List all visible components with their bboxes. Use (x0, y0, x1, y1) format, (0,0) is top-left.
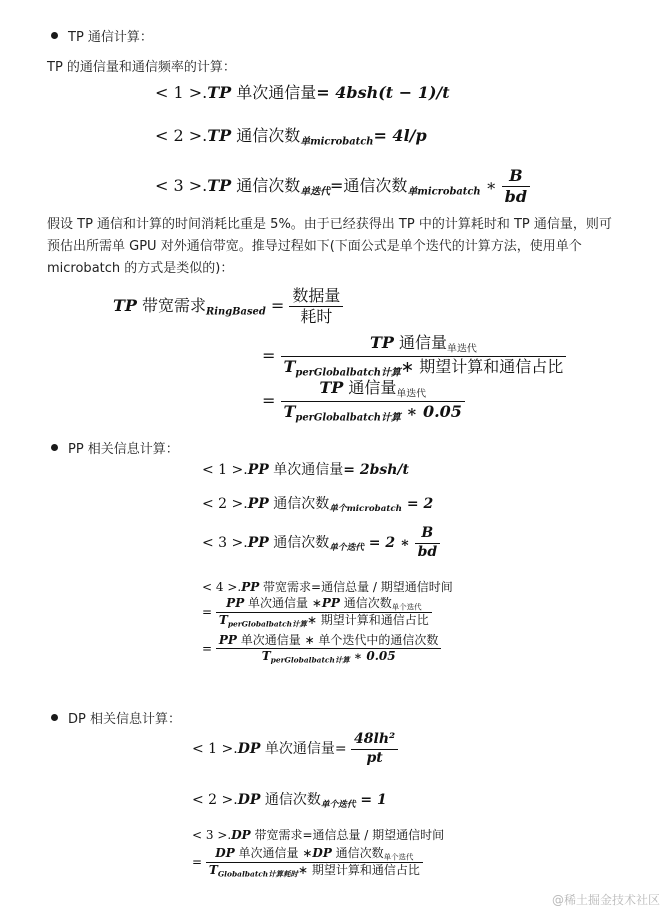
pp-eq3-fraction: $\frac{B}{bd}$ (415, 525, 441, 561)
tp-intro: TP 的通信量和通信频率的计算： (47, 60, 236, 75)
dp-heading: DP 相关信息计算： (68, 712, 181, 727)
dp-eq3-line1: < 3 >.DP 带宽需求=通信总量 / 期望通信时间 (192, 828, 445, 842)
tp-heading: TP 通信计算： (68, 30, 153, 45)
tp-bullet (51, 32, 58, 39)
dp-eq2: < 2 >.DP 通信次数$_{单个迭代}$ = 1 (192, 792, 387, 811)
pp-eq4-fraction2: $\frac{\text{PP 单次通信量 ∗ 单个迭代中的通信次数}}{T_{perGlobalbatch计算} ∗ 0.05}$ (216, 633, 442, 665)
pp-heading: PP 相关信息计算： (68, 442, 179, 457)
pp-eq4-fraction1: $\frac{PP 单次通信量 ∗PP 通信次数_{单个迭代}}{T_{perGlobalbatch计算}∗ 期望计算和通信占比}$ (216, 596, 432, 629)
tp-paragraph: 假设 TP 通信和计算的时间消耗比重是 5%。由于已经获得出 TP 中的计算耗时和 TP 通信量，则可预估出所需单 GPU 对外通信带宽。推导过程如下(下面公式是单个迭代的计算方法，使用单个 microbatch 的方式是类似的)： (47, 217, 612, 276)
dp-eq3-line2: = $\frac{DP 单次通信量 ∗DP 通信次数_{单个迭代}}{T_{Globalbatch计算耗时}∗ 期望计算和通信占比}$ (192, 846, 423, 879)
watermark: @稀土掘金技术社区 (551, 893, 660, 907)
tp-bw-fraction3: $\frac{TP 通信量_{单迭代}}{T_{perGlobalbatch计算} ∗ 0.05}$ (281, 378, 465, 425)
tp-eq3-fraction: $\frac{B}{bd}$ (502, 166, 530, 207)
dp-eq3-fraction: $\frac{DP 单次通信量 ∗DP 通信次数_{单个迭代}}{T_{Globalbatch计算耗时}∗ 期望计算和通信占比}$ (206, 846, 423, 879)
tp-bw-line3: = $\frac{TP 通信量_{单迭代}}{T_{perGlobalbatch计算} ∗ 0.05}$ (262, 378, 465, 425)
pp-eq1: < 1 >.PP 单次通信量= 2bsh/t (202, 462, 410, 478)
pp-eq3: < 3 >.PP 通信次数$_{单个迭代}$ = 2 ∗ $\frac{B}{bd}$ (202, 525, 440, 561)
tp-eq1: < 1 >.TP 单次通信量= 4bsh(t − 1)/t (155, 83, 450, 102)
tp-bw-fraction1: $\frac{\text{数据量}}{\text{耗时}}$ (289, 286, 343, 327)
tp-bw-fraction2: $\frac{TP 通信量_{单迭代}}{T_{perGlobalbatch计算}∗ 期望计算和通信占比}$ (281, 333, 567, 380)
tp-bw-line2: = $\frac{TP 通信量_{单迭代}}{T_{perGlobalbatch计算}∗ 期望计算和通信占比}$ (262, 333, 566, 380)
dp-eq1-fraction: $\frac{\text{48lh²}}{pt}$ (351, 731, 398, 767)
pp-eq4-line1: < 4 >.PP 带宽需求=通信总量 / 期望通信时间 (202, 580, 453, 594)
tp-eq2: < 2 >.TP 通信次数$_{单microbatch}$= 4l/p (155, 126, 427, 148)
pp-eq2: < 2 >.PP 通信次数$_{单个microbatch}$ = 2 (202, 496, 434, 515)
tp-eq3: < 3 >.TP 通信次数$_{单迭代}$=通信次数$_{单microbatch}$ ∗ $\frac{B}{bd}$ (155, 166, 530, 207)
pp-bullet (51, 444, 58, 451)
pp-eq4-line3: = $\frac{\text{PP 单次通信量 ∗ 单个迭代中的通信次数}}{T_{perGlobalbatch计算} ∗ 0.05}$ (202, 633, 441, 665)
pp-eq4-line2: = $\frac{PP 单次通信量 ∗PP 通信次数_{单个迭代}}{T_{perGlobalbatch计算}∗ 期望计算和通信占比}$ (202, 596, 432, 629)
dp-bullet (51, 714, 58, 721)
tp-bw-line1: TP 带宽需求$_{RingBased}$ = $\frac{\text{数据量}}{\text{耗时}}$ (113, 286, 343, 327)
dp-eq1: < 1 >.DP 单次通信量= $\frac{\text{48lh²}}{pt}$ (192, 731, 398, 767)
